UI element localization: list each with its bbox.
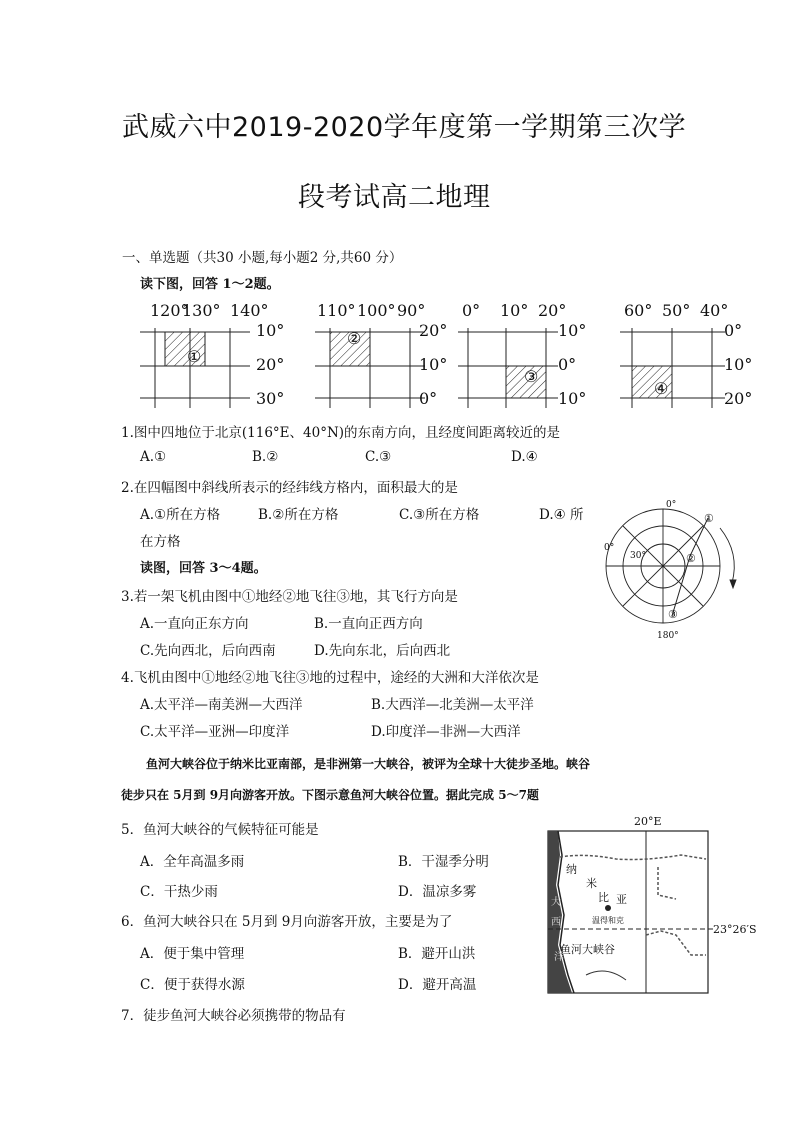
q3-option-c: C.先向西北，后向西南 [140,643,276,659]
question-3-stem: 3.若一架飞机由图中①地经②地飞往③地，其飞行方向是 [121,589,458,605]
grid-4-top-label: 40° [700,301,729,320]
grid-4-side-label: 0° [724,321,743,340]
grid-4-top-label: 50° [662,301,691,320]
q2-option-a: A.①所在方格 [140,507,221,523]
grid-3-side-label: 0° [558,355,577,374]
map-ocean-char: 洋 [554,952,564,963]
q6-option-a: A．便于集中管理 [140,946,245,962]
q3-option-d: D.先向东北，后向西北 [314,643,451,659]
q2-option-b: B.②所在方格 [258,507,339,523]
fish-river-canyon-map [546,815,790,997]
question-1-stem: 1.图中四地位于北京(116°E、40°N)的东南方向，且经度间距离较近的是 [121,425,561,441]
passage-line-1: 鱼河大峡谷位于纳米比亚南部，是非洲第一大峡谷，被评为全球十大徒步圣地。峡谷 [146,757,591,771]
grid-3-top-label: 0° [462,301,481,320]
question-5-stem: 5．鱼河大峡谷的气候特征可能是 [121,822,319,838]
grid-2-side-label: 20° [419,321,448,340]
polar-top-label: 0° [666,500,677,510]
q4-option-d: D.印度洋—非洲—大西洋 [371,724,521,740]
map-ocean-char: 大 [551,897,561,908]
grid-4 [620,301,752,408]
q1-option-d: D.④ [511,449,538,465]
grid-1-top-label: 130° [182,301,221,320]
q3-option-a: A.一直向正东方向 [140,616,249,632]
map-country-char: 亚 [616,893,627,906]
polar-bottom-label: 180° [657,631,679,641]
q4-option-a: A.太平洋—南美洲—大西洋 [140,697,303,713]
q5-option-b: B．干湿季分明 [398,854,489,870]
grid-3-side-label: 10° [558,389,587,408]
grid-2-top-label: 100° [357,301,396,320]
polar-marker-2: ② [686,552,696,565]
read-intro-2: 读图，回答 3～4题。 [140,561,267,576]
q6-option-c: C．便于获得水源 [140,977,245,993]
q1-option-c: C.③ [365,449,392,465]
polar-inner-label: 30° [630,551,646,561]
grid-1-side-label: 20° [256,355,285,374]
map-country-char: 比 [598,891,609,904]
grid-3-top-label: 10° [500,301,529,320]
lat-lon-grids-figure [140,298,760,410]
read-intro-1: 读下图，回答 1～2题。 [140,277,280,292]
q4-option-c: C.太平洋—亚洲—印度洋 [140,724,290,740]
map-capital-label: 温得和克 [592,916,624,925]
grid-1-marker: ① [187,347,202,366]
map-country-char: 米 [586,877,597,890]
grid-4-side-label: 20° [724,389,753,408]
grid-3-side-label: 10° [558,321,587,340]
question-7-stem: 7．徒步鱼河大峡谷必须携带的物品有 [121,1008,346,1024]
grid-1-top-label: 120° [150,301,189,320]
page-title-line1: 武威六中2019-2020学年度第一学期第三次学 [122,112,687,143]
grid-4-marker: ④ [654,379,669,398]
grid-1-side-label: 30° [256,389,285,408]
question-4-stem: 4.飞机由图中①地经②地飞往③地的过程中，途经的大洲和大洋依次是 [121,670,539,686]
passage-line-2: 徒步只在 5月到 9月向游客开放。下图示意鱼河大峡谷位置。据此完成 5～7题 [121,788,539,802]
polar-marker-3: ③ [668,608,678,621]
q1-option-a: A.① [140,449,167,465]
grid-2-top-label: 90° [397,301,426,320]
grid-2-marker: ② [347,329,362,348]
q6-option-d: D．避开高温 [398,977,477,993]
q1-option-b: B.② [252,449,279,465]
section-heading: 一、单选题（共30 小题,每小题2 分,共60 分） [122,250,403,266]
q5-option-d: D．温凉多雾 [398,884,477,900]
map-lat-label: 23°26′S [713,923,757,936]
grid-4-top-label: 60° [624,301,653,320]
grid-2 [315,301,447,408]
map-ocean-char: 西 [551,917,561,928]
grid-3-top-label: 20° [538,301,567,320]
q5-option-a: A．全年高温多雨 [140,854,245,870]
grid-3-marker: ③ [524,367,539,386]
grid-1-top-label: 140° [230,301,269,320]
q2-option-c: C.③所在方格 [399,507,480,523]
grid-3 [458,301,586,408]
q2-option-d-wrap: 在方格 [140,534,181,550]
grid-2-side-label: 10° [419,355,448,374]
q2-option-d: D.④ 所 [539,507,584,523]
polar-left-label: 0° [604,543,615,553]
grid-2-side-label: 0° [419,389,438,408]
q3-option-b: B.一直向正西方向 [314,616,423,632]
q6-option-b: B．避开山洪 [398,946,476,962]
grid-1-side-label: 10° [256,321,285,340]
question-2-stem: 2.在四幅图中斜线所表示的经纬线方格内，面积最大的是 [121,480,458,496]
polar-marker-1: ① [704,512,714,525]
grid-2-top-label: 110° [317,301,356,320]
map-canyon-label: 鱼河大峡谷 [560,943,615,956]
q5-option-c: C．干热少雨 [140,884,218,900]
page-title-line2: 段考试高二地理 [298,182,491,213]
map-lon-label: 20°E [634,815,662,828]
grid-4-side-label: 10° [724,355,753,374]
grid-1 [140,301,284,408]
polar-projection-diagram [600,498,750,643]
question-6-stem: 6．鱼河大峡谷只在 5月到 9月向游客开放，主要是为了 [121,914,453,930]
map-country-char: 纳 [566,863,577,876]
q4-option-b: B.大西洋—北美洲—太平洋 [371,697,534,713]
